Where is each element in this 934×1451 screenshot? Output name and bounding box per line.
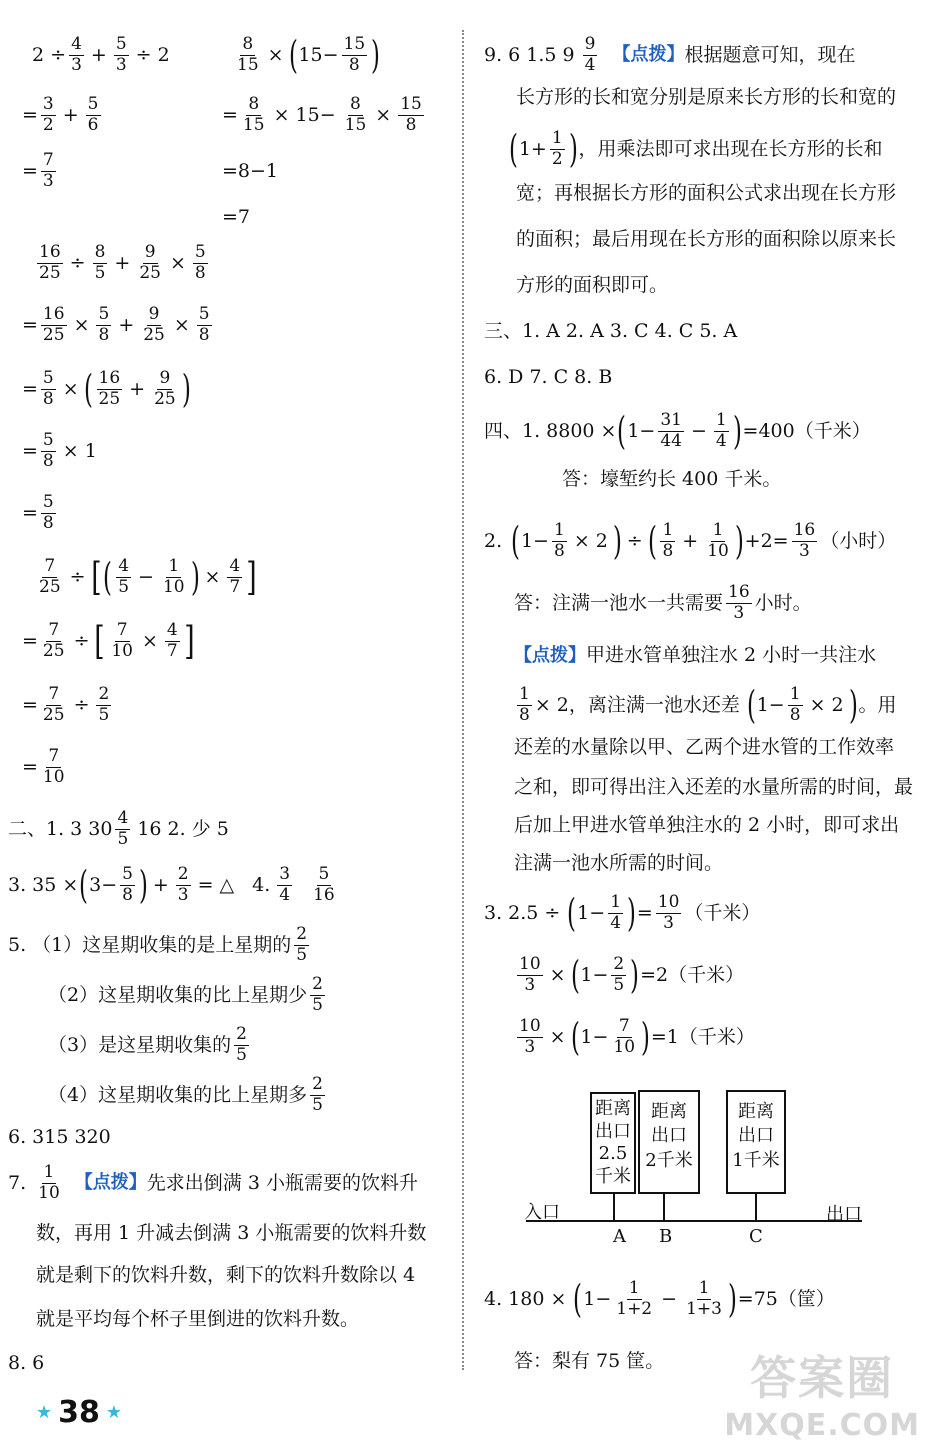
watermark-logo: 答案圈: [750, 1351, 895, 1405]
sec2-q5-4: （4）这星期收集的比上星期多 2 5: [48, 1074, 323, 1115]
calc1b-expr: $\frac{8}{15}$ × ( 15− $\frac{15}{8}$ ): [237, 33, 381, 78]
sec4-q2-tip: 【点拨】 甲进水管单独注水 2 小时一共注水: [514, 644, 877, 666]
sec2-q5-1: 5. （1）这星期收集的是上星期的 2 5: [8, 924, 308, 965]
post-b: [663, 1194, 665, 1220]
q9-text-line: ( 1+ $\frac{1}{2}$ ) ，用乘法即可求出现在长方形的长和: [508, 127, 883, 172]
calc1b-step2: =8−1: [222, 160, 279, 182]
q9-text-line: 宽；再根据长方形的面积公式求出现在长方形: [516, 182, 897, 204]
road-line: [526, 1220, 862, 1222]
calc3-step1: = $\frac{7}{25}$ ÷ [ $\frac{7}{10}$ × $\frac{4}{7}$ ]: [22, 619, 195, 664]
q7-text-line: 数，再用 1 升减去倒满 3 小瓶需要的饮料升数: [36, 1222, 427, 1244]
q7-text-line: 就是剩下的饮料升数，剩下的饮料升数除以 4: [36, 1264, 416, 1286]
calc3-step3: = $\frac{7}{10}$: [22, 746, 65, 787]
sec4-q2: 2. ( 1− $\frac{1}{8}$ × 2 ) ÷ ( 1 8 + $\frac{1}{10}$ ) +2= $\frac{16}{3}$ （小时）: [484, 519, 897, 564]
sec2-q8: 8. 6: [8, 1352, 45, 1374]
sec4-q3-row3: $\frac{10}{3}$ × ( 1− $\frac{7}{10}$ ) =1（千米）: [519, 1015, 755, 1060]
watermark: [724, 1342, 920, 1443]
calc2-expr: $\frac{16}{25}$ ÷ $\frac{8}{5}$ + $\frac{9}{25}$ × $\frac{5}{8}$: [39, 242, 206, 283]
sec3-line1: 三、1. A 2. A 3. C 4. C 5. A: [484, 320, 738, 342]
text: 2 ÷: [32, 43, 67, 66]
star-icon: ★: [105, 1402, 123, 1423]
q9-text-line: 的面积；最后用现在长方形的面积除以原来长: [516, 228, 897, 250]
calc2-step3: = $\frac{5}{8}$ × 1: [22, 430, 97, 471]
tip-label: 【点拨】: [74, 1172, 147, 1194]
tip-label: 【点拨】: [514, 644, 586, 666]
tip-text-line: 注满一池水所需的时间。: [514, 852, 724, 874]
calc1-expr: 2 ÷ $\frac{4}{3}$ + $\frac{5}{3}$ ÷ 2: [32, 34, 170, 75]
sec2-q6: 6. 315 320: [8, 1126, 111, 1148]
calc3-step2: = $\frac{7}{25}$ ÷ $\frac{2}{5}$: [22, 684, 110, 725]
sec3-line2: 6. D 7. C 8. B: [484, 366, 613, 388]
tip-text-line: 之和，即可得出注入还差的水量所需的时间，最: [514, 776, 914, 798]
post-c: [755, 1194, 757, 1220]
q9-text-line: 长方形的长和宽分别是原来长方形的长和宽的: [516, 86, 897, 108]
q7-text-line: 就是平均每个杯子里倒进的饮料升数。: [36, 1308, 360, 1330]
sec2-q5-3: （3）是这星期收集的 2 5: [48, 1024, 247, 1065]
sign-b: 距离 出口 2千米: [638, 1090, 700, 1194]
sec2-q7: 7. 1 10 【点拨】 先求出倒满 3 小瓶需要的饮料升: [8, 1162, 418, 1203]
sec2-q3: 3. 35 × ( 3− $\frac{5}{8}$ ) + $\frac{2}{3}$ = △ 4. 3 4 5 16: [8, 863, 335, 908]
page-number: ★ 38 ★: [36, 1395, 123, 1430]
exit-label: 出口: [826, 1204, 862, 1225]
calc3-expr: $\frac{7}{25}$ ÷ [ ( 4 5 − $\frac{1}{10}$ ) × $\frac{4}{7}$ ]: [39, 555, 257, 600]
sign-a: 距离 出口 2.5 千米: [590, 1092, 636, 1194]
tip-text-line: $\frac{1}{8}$ × 2，离注满一池水还差 ( 1− $\frac{1}{8}$ × 2 ) 。用: [519, 683, 897, 728]
sign-c: 距离 出口 1千米: [726, 1090, 786, 1194]
fraction: $\frac{5}{3}$: [115, 34, 127, 75]
sec4-q3: 3. 2.5 ÷ ( 1− $\frac{1}{4}$ ) = $\frac{10}{3}$ （千米）: [484, 891, 761, 936]
sec4-q1-answer: 答：壕堑约长 400 千米。: [562, 468, 782, 490]
point-b-label: B: [659, 1226, 673, 1247]
post-a: [613, 1194, 615, 1220]
fraction: $\frac{4}{3}$: [71, 34, 82, 75]
point-c-label: C: [749, 1226, 763, 1247]
point-a-label: A: [613, 1226, 626, 1247]
calc1b-step3: =7: [222, 206, 251, 228]
q9-text-line: 方形的面积即可。: [516, 274, 669, 296]
watermark-url: MXQE.COM: [724, 1408, 920, 1443]
column-divider: [462, 30, 464, 1370]
tip-label: 【点拨】: [612, 44, 685, 66]
q9: 9. 6 1.5 9 9 4 【点拨】 根据题意可知，现在: [484, 34, 856, 75]
star-icon: ★: [36, 1402, 53, 1423]
calc1-step1: = $\frac{3}{2}$ + $\frac{5}{6}$: [22, 94, 99, 135]
calc2-step2: = $\frac{5}{8}$ × ( 16 25 + $\frac{9}{25}$ ): [22, 367, 191, 412]
calc2-step4: = $\frac{5}{8}$: [22, 492, 54, 533]
sec4-q1: 四、1. 8800 × ( 1− $\frac{31}{44}$ − $\frac{1}{4}$ ) =400（千米）: [484, 409, 871, 454]
entry-label: 入口: [524, 1202, 560, 1223]
calc1b-step1: = $\frac{8}{15}$ × 15− $\frac{8}{15}$ × $\frac{15}{8}$: [222, 94, 422, 135]
calc1-step2: = $\frac{7}{3}$: [22, 150, 54, 191]
sec4-q4: 4. 180 × ( 1− $\frac{1}{1+2}$ − $\frac{1}{1+3}$ ) =75（筐）: [484, 1277, 835, 1322]
sec2-q1: 二、1. 3 30 4 5 16 2. 少 5: [8, 808, 229, 849]
sec4-q3-row2: $\frac{10}{3}$ × ( 1− $\frac{2}{5}$ ) =2（千米）: [519, 953, 745, 998]
tip-text-line: 还差的水量除以甲、乙两个进水管的工作效率: [514, 736, 895, 758]
calc2-step1: = $\frac{16}{25}$ × $\frac{5}{8}$ + $\frac{9}{25}$ × $\frac{5}{8}$: [22, 304, 210, 345]
sec4-q2-answer: 答：注满一池水一共需要 16 3 小时。: [514, 582, 812, 623]
tip-text-line: 后加上甲进水管单独注水的 2 小时，即可求出: [514, 814, 900, 836]
sec2-q5-2: （2）这星期收集的比上星期少 2 5: [48, 974, 323, 1015]
sec4-q4-answer: 答：梨有 75 筐。: [514, 1350, 665, 1372]
